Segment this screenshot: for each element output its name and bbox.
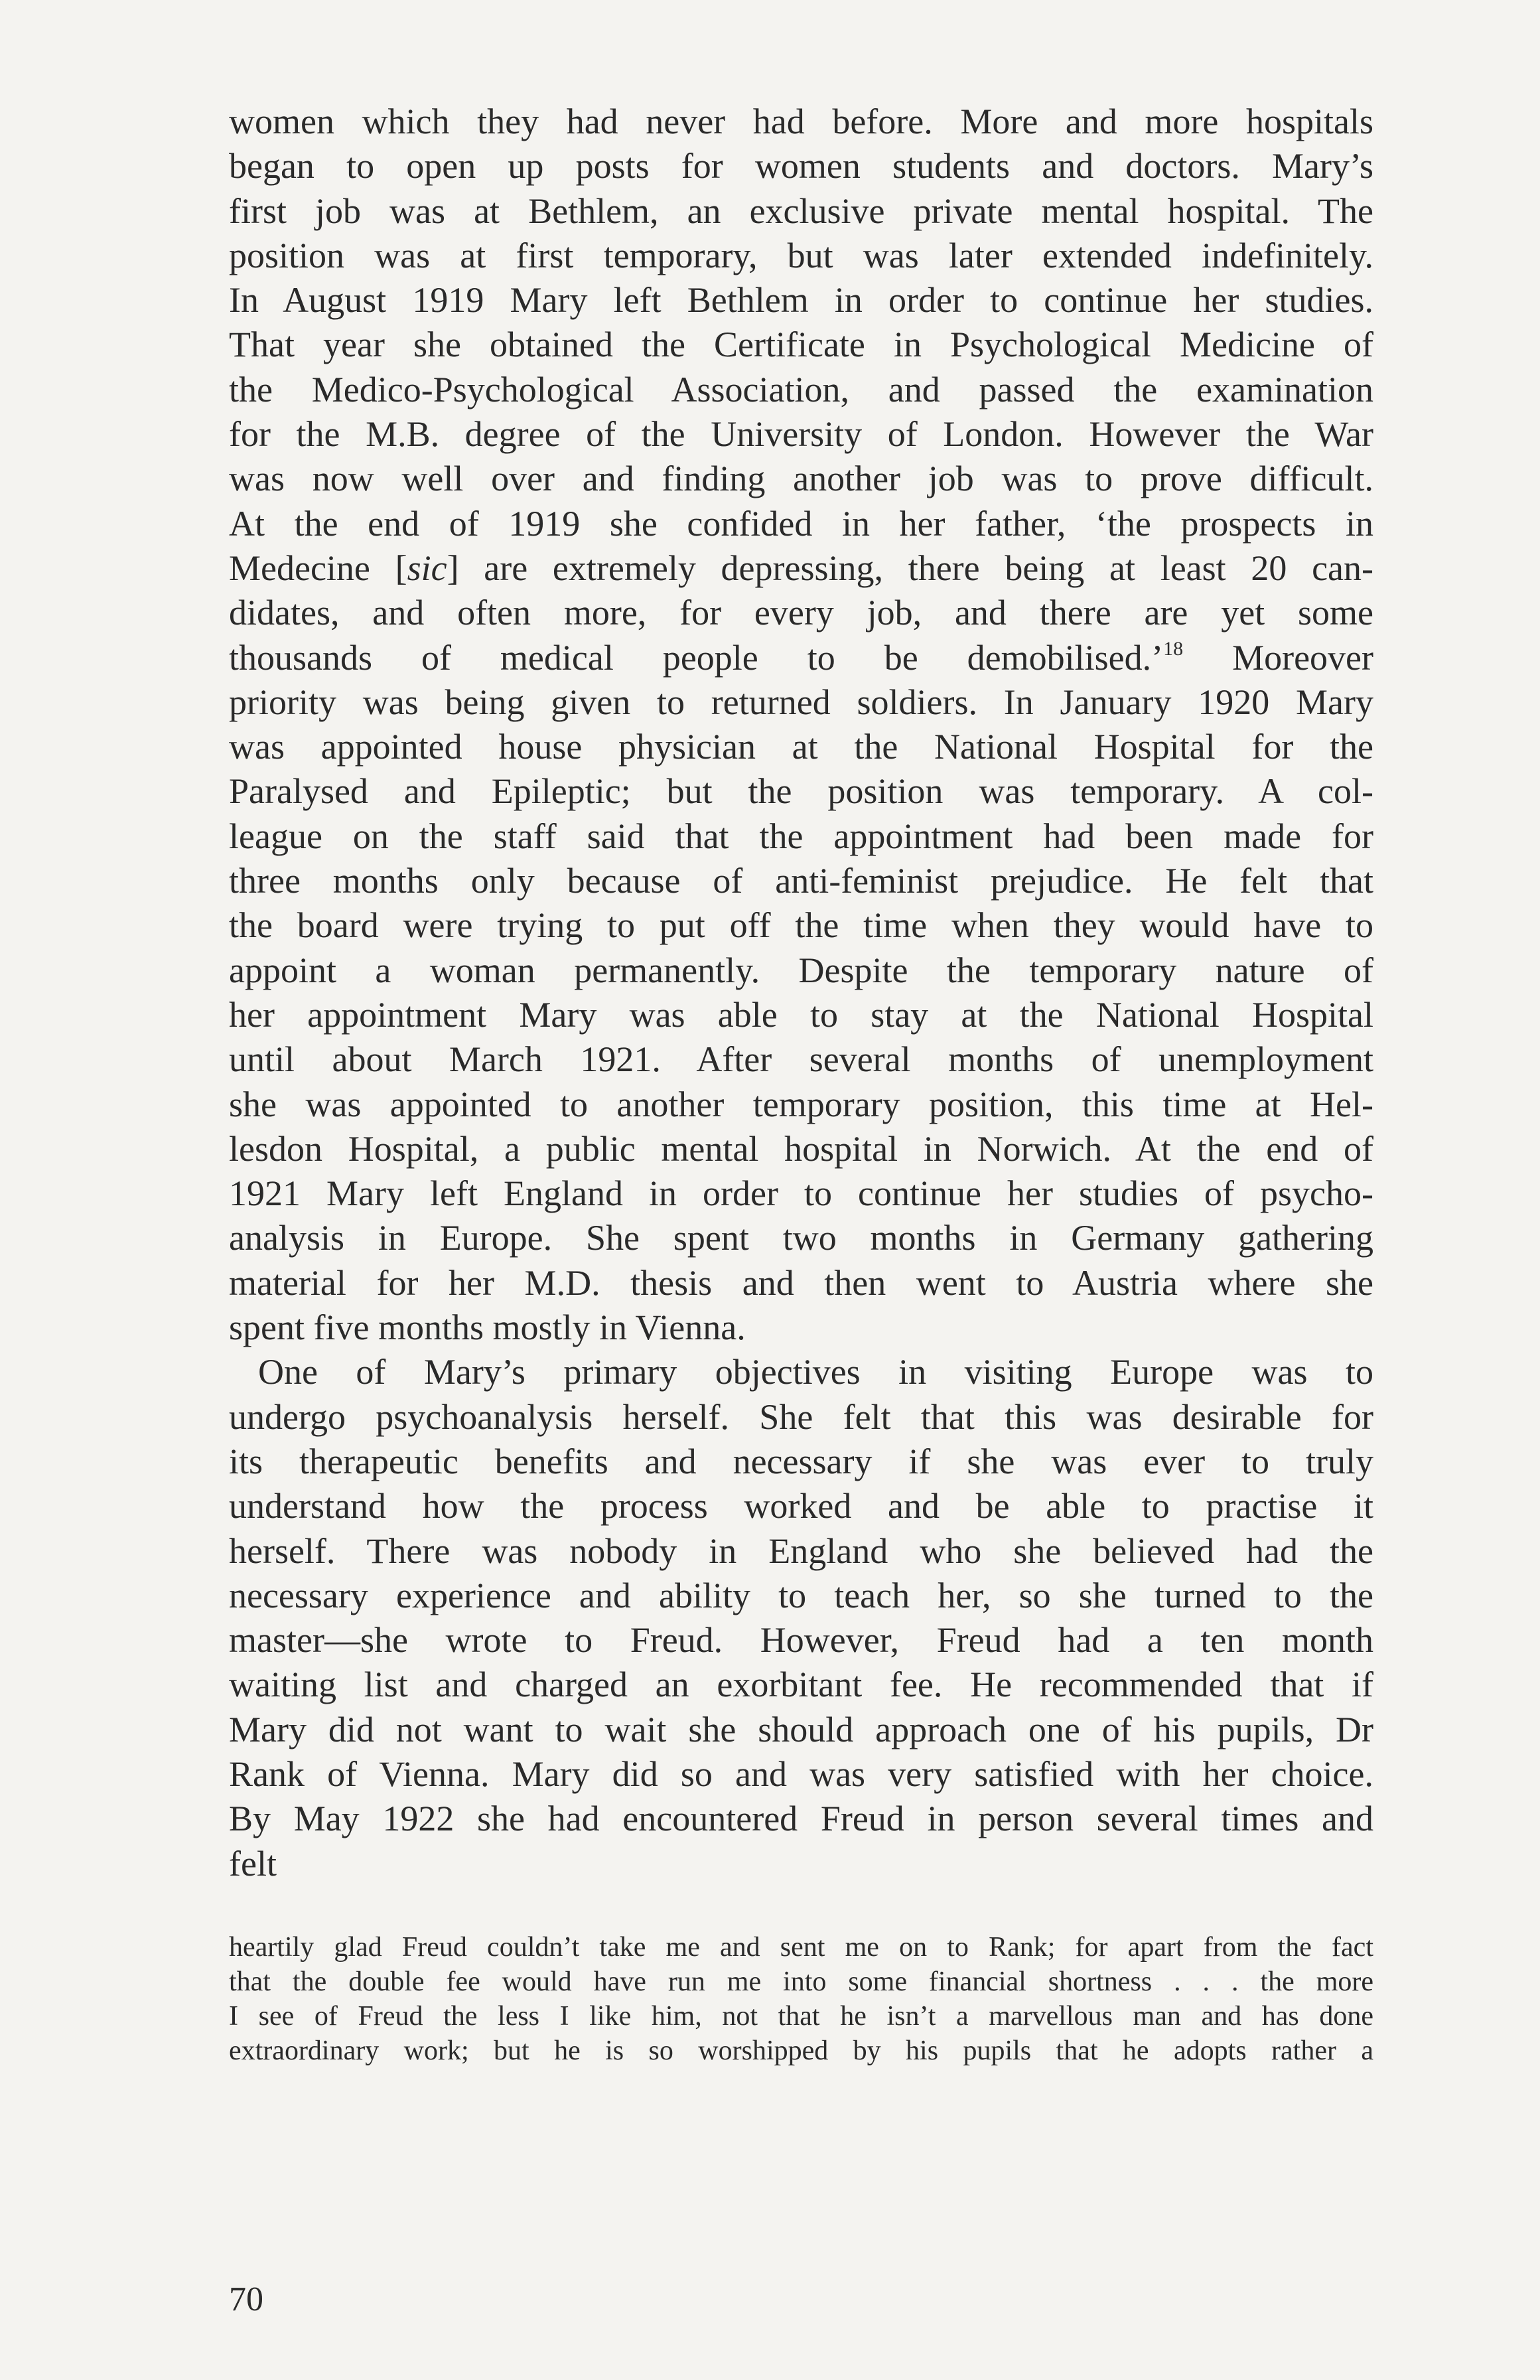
text-line: priority was being given to returned soldiers. In January 1920 Mary [229,682,1373,722]
text-line: three months only because of anti-feminist prejudice. He felt that [229,861,1373,901]
text-line: master—she wrote to Freud. However, Freud had a ten month [229,1620,1373,1661]
text-line: Rank of Vienna. Mary did so and was very satisfied with her choice. [229,1753,1373,1794]
page-number: 70 [229,2280,263,2318]
text-line: Paralysed and Epileptic; but the position was temporary. A col- [229,771,1373,812]
text-line: was now well over and finding another job was to prove difficult. [229,459,1373,499]
text-line: felt [229,1843,277,1884]
footnote-reference: 18 [1163,637,1184,660]
text-line: In August 1919 Mary left Bethlem in order to continue her studies. [229,280,1373,321]
quote-line: I see of Freud the less I like him, not that he isn’t a marvellous man and has done [229,2001,1373,2032]
text-line-sic [229,546,1373,591]
text-line: 1921 Mary left England in order to continue her studies of psycho- [229,1173,1373,1214]
paragraph-first-line: One of Mary’s primary objectives in visiting Europe was to [258,1352,1373,1392]
text-line: first job was at Bethlem, an exclusive private mental hospital. The [229,190,1373,231]
text-line: necessary experience and ability to teach her, so she turned to the [229,1575,1373,1615]
quote-line: extraordinary work; but he is so worshipped by his pupils that he adopts rather a [229,2036,1373,2066]
text-line: the Medico-Psychological Association, and passed the examination [229,369,1373,409]
text-line: At the end of 1919 she confided in her father, ‘the prospects in [229,503,1373,544]
text-line: until about March 1921. After several months of unemployment [229,1039,1373,1080]
text-line: Mary did not want to wait she should approach one of his pupils, Dr [229,1709,1373,1749]
text-line: waiting list and charged an exorbitant fee. He recommended that if [229,1665,1373,1705]
text-fragment: Medecine [ [229,548,407,588]
text-line: appoint a woman permanently. Despite the temporary nature of [229,950,1373,990]
quote-line: that the double fee would have run me into some financial shortness . . . the more [229,1967,1373,1997]
block-quote [229,1930,1373,2068]
text-line: By May 1922 she had encountered Freud in person several times and [229,1799,1373,1839]
text-line: her appointment Mary was able to stay at the National Hospital [229,994,1373,1035]
text-fragment: ] are extremely depressing, there being at least 20 can- [447,548,1374,588]
text-line: began to open up posts for women students and doctors. Mary’s [229,146,1373,186]
text-line: undergo psychoanalysis herself. She felt that this was desirable for [229,1396,1373,1437]
text-line: herself. There was nobody in England who she believed had the [229,1530,1373,1571]
text-fragment: thousands of medical people to be demobilised.’ [229,637,1164,678]
text-line: was appointed house physician at the National Hospital for the [229,727,1373,767]
text-line: didates, and often more, for every job, and there are yet some [229,593,1373,633]
book-page [229,100,1374,2318]
text-line: the board were trying to put off the time when they would have to [229,905,1373,946]
quote-line: heartily glad Freud couldn’t take me and sent me on to Rank; for apart from the fact [229,1932,1373,1963]
text-line: material for her M.D. thesis and then went to Austria where she [229,1262,1373,1303]
text-line: women which they had never had before. More and more hospitals [229,102,1373,141]
text-line: league on the staff said that the appointment had been made for [229,816,1373,856]
text-line: she was appointed to another temporary position, this time at Hel- [229,1084,1373,1124]
main-text [229,100,1373,1886]
text-line: understand how the process worked and be able to practise it [229,1486,1373,1526]
text-line-footnote [229,636,1373,680]
text-line: That year she obtained the Certificate in Psychological Medicine of [229,325,1373,365]
text-line: analysis in Europe. She spent two months in Germany gathering [229,1218,1373,1258]
sic-italic: sic [407,548,447,588]
text-line: its therapeutic benefits and necessary if she was ever to truly [229,1441,1373,1481]
text-line: for the M.B. degree of the University of London. However the War [229,414,1373,455]
text-line: lesdon Hospital, a public mental hospital in Norwich. At the end of [229,1128,1373,1169]
text-fragment: Moreover [1183,637,1373,678]
text-line: spent five months mostly in Vienna. [229,1307,746,1348]
text-line: position was at first temporary, but was later extended indefinitely. [229,235,1373,275]
